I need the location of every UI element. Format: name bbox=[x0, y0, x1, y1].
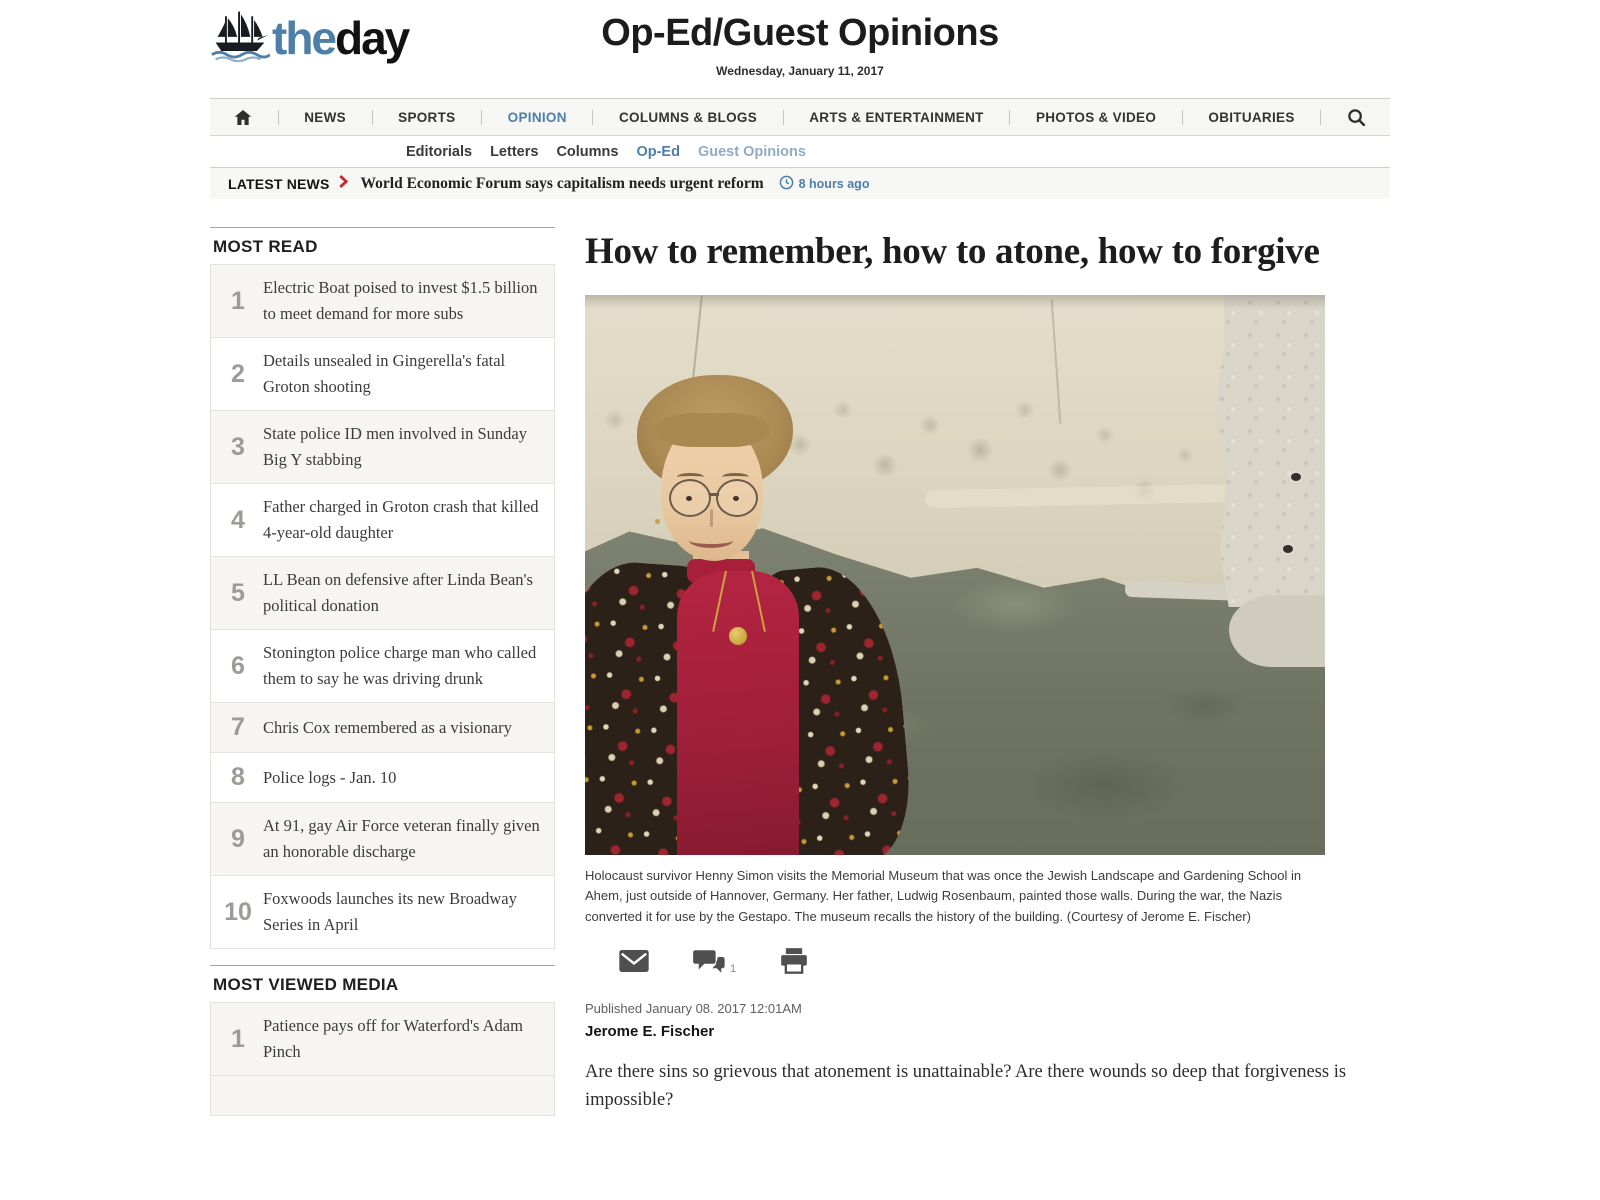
list-item[interactable] bbox=[211, 557, 554, 630]
main-content bbox=[210, 227, 1390, 1116]
article bbox=[585, 227, 1390, 1114]
list-item-text: Stonington police charge man who called them to say he was driving drunk bbox=[263, 643, 537, 688]
photo-woman-mouth bbox=[689, 533, 733, 548]
rank-number: 3 bbox=[231, 432, 245, 461]
photo-woman-glasses-bridge bbox=[709, 493, 719, 496]
latest-news-headline[interactable]: World Economic Forum says capitalism needs urgent reform bbox=[360, 174, 764, 192]
photo-plaster-blob bbox=[1229, 595, 1325, 667]
chevron-right-icon bbox=[339, 175, 348, 193]
latest-news-bar bbox=[210, 167, 1390, 199]
logo-wordmark: theday bbox=[272, 11, 409, 64]
list-item[interactable] bbox=[211, 484, 554, 557]
photo-wall-hole bbox=[1283, 545, 1293, 553]
rank-number: 1 bbox=[231, 1024, 245, 1053]
nav-separator bbox=[592, 110, 593, 125]
nav-separator bbox=[1009, 110, 1010, 125]
photo-woman-earring bbox=[655, 519, 660, 524]
masthead bbox=[210, 0, 1390, 98]
latest-news-label: LATEST NEWS bbox=[228, 175, 330, 192]
list-item[interactable] bbox=[211, 1003, 554, 1076]
photo-plaster-strip bbox=[1213, 295, 1325, 607]
list-item-text: Father charged in Groton crash that killed 4-year-old daughter bbox=[263, 497, 539, 542]
most-viewed-title: MOST VIEWED MEDIA bbox=[210, 965, 555, 1002]
list-item-text: LL Bean on defensive after Linda Bean's political donation bbox=[263, 570, 533, 615]
ship-icon bbox=[210, 8, 270, 67]
rank-number: 9 bbox=[231, 824, 245, 853]
nav-item-opinion[interactable]: OPINION bbox=[507, 109, 567, 125]
nav-separator bbox=[1182, 110, 1183, 125]
photo-woman-nose bbox=[710, 509, 713, 527]
list-item-text: At 91, gay Air Force veteran finally given an honorable discharge bbox=[263, 816, 540, 861]
email-icon[interactable] bbox=[619, 950, 649, 972]
list-item[interactable] bbox=[211, 338, 554, 411]
nav-separator bbox=[278, 110, 279, 125]
list-item[interactable] bbox=[211, 630, 554, 703]
nav-item-photos-video[interactable]: PHOTOS & VIDEO bbox=[1035, 109, 1157, 125]
comments-icon[interactable] bbox=[693, 948, 736, 975]
subnav-item-op-ed[interactable]: Op-Ed bbox=[636, 143, 680, 160]
opinion-subnav bbox=[210, 136, 1390, 167]
photo-woman-hair-fringe bbox=[655, 413, 770, 447]
subnav-item-guest-opinions[interactable]: Guest Opinions bbox=[697, 143, 806, 160]
nav-separator bbox=[372, 110, 373, 125]
most-viewed-list bbox=[210, 1002, 555, 1116]
rank-number: 10 bbox=[224, 897, 252, 926]
latest-news-time bbox=[779, 175, 870, 193]
nav-separator bbox=[481, 110, 482, 125]
article-paragraph: Are there sins so grievous that atonement is unattainable? Are there wounds so deep that forgiveness is impossible? bbox=[585, 1061, 1347, 1110]
subnav-item-letters[interactable]: Letters bbox=[490, 143, 539, 160]
theday-logo[interactable] bbox=[210, 8, 408, 67]
nav-separator bbox=[1320, 110, 1321, 125]
photo-caption: Holocaust survivor Henny Simon visits the Memorial Museum that was once the Jewish Landscape and Gardening School in Ahem, just outside of Hannover, Germany. Her father, Ludwig Rosenbaum, painted those walls. During the war, the Nazis converted it for use by the Gestapo. The museum recalls the history of the building. (Courtesy of Jerome E. Fischer) bbox=[585, 867, 1302, 924]
sidebar bbox=[210, 227, 555, 1116]
nav-item-news[interactable]: NEWS bbox=[304, 109, 346, 125]
print-icon[interactable] bbox=[780, 948, 808, 974]
latest-news-timestamp: 8 hours ago bbox=[798, 176, 870, 191]
nav-item-sports[interactable]: SPORTS bbox=[398, 109, 456, 125]
list-item-partial[interactable] bbox=[211, 1076, 554, 1116]
list-item[interactable] bbox=[211, 876, 554, 949]
article-headline: How to remember, how to atone, how to forgive bbox=[585, 231, 1320, 272]
list-item[interactable] bbox=[211, 753, 554, 803]
photo-woman-sweater bbox=[677, 571, 799, 855]
subnav-item-columns[interactable]: Columns bbox=[556, 143, 619, 160]
masthead-date: Wednesday, January 11, 2017 bbox=[716, 64, 884, 78]
rank-number: 6 bbox=[231, 651, 245, 680]
rank-number: 7 bbox=[231, 713, 245, 741]
list-item[interactable] bbox=[211, 803, 554, 876]
home-icon[interactable] bbox=[234, 109, 252, 126]
most-read-list bbox=[210, 264, 555, 949]
list-item[interactable] bbox=[211, 265, 554, 338]
share-toolbar bbox=[585, 948, 1390, 975]
page-container bbox=[210, 0, 1390, 1116]
list-item[interactable] bbox=[211, 411, 554, 484]
main-nav bbox=[210, 98, 1390, 136]
rank-number: 4 bbox=[231, 505, 245, 534]
list-item-text: Foxwoods launches its new Broadway Series in April bbox=[263, 889, 517, 934]
author-byline: Jerome E. Fischer bbox=[585, 1022, 715, 1040]
clock-icon bbox=[779, 175, 794, 193]
list-item-text: Patience pays off for Waterford's Adam Pinch bbox=[263, 1016, 523, 1061]
list-item-text: Police logs - Jan. 10 bbox=[263, 767, 397, 787]
article-photo bbox=[585, 295, 1325, 855]
comment-count: 1 bbox=[730, 962, 737, 975]
photo-wall-hole bbox=[1291, 473, 1301, 481]
rank-number: 8 bbox=[231, 763, 245, 791]
nav-item-arts-entertainment[interactable]: ARTS & ENTERTAINMENT bbox=[809, 109, 984, 125]
list-item-text: Details unsealed in Gingerella's fatal Groton shooting bbox=[263, 351, 506, 396]
nav-item-obituaries[interactable]: OBITUARIES bbox=[1208, 109, 1295, 125]
most-read-title: MOST READ bbox=[210, 227, 555, 264]
search-icon[interactable] bbox=[1347, 108, 1366, 127]
list-item-text: Electric Boat poised to invest $1.5 billion to meet demand for more subs bbox=[263, 278, 538, 323]
rank-number: 1 bbox=[231, 286, 245, 315]
list-item-text: Chris Cox remembered as a visionary bbox=[263, 717, 512, 737]
page-title: Op-Ed/Guest Opinions bbox=[601, 12, 999, 54]
nav-separator bbox=[783, 110, 784, 125]
rank-number: 2 bbox=[231, 359, 245, 388]
list-item[interactable] bbox=[211, 703, 554, 753]
published-date: Published January 08. 2017 12:01AM bbox=[585, 1000, 802, 1016]
rank-number: 5 bbox=[231, 578, 245, 607]
photo-woman-pendant bbox=[729, 627, 747, 645]
nav-item-columns-blogs[interactable]: COLUMNS & BLOGS bbox=[619, 109, 757, 125]
subnav-item-editorials[interactable]: Editorials bbox=[406, 143, 473, 160]
photo-woman-eye bbox=[686, 496, 692, 501]
most-viewed-section bbox=[210, 965, 555, 1116]
photo-woman-eye bbox=[733, 496, 739, 501]
list-item-text: State police ID men involved in Sunday Big Y stabbing bbox=[263, 424, 527, 469]
